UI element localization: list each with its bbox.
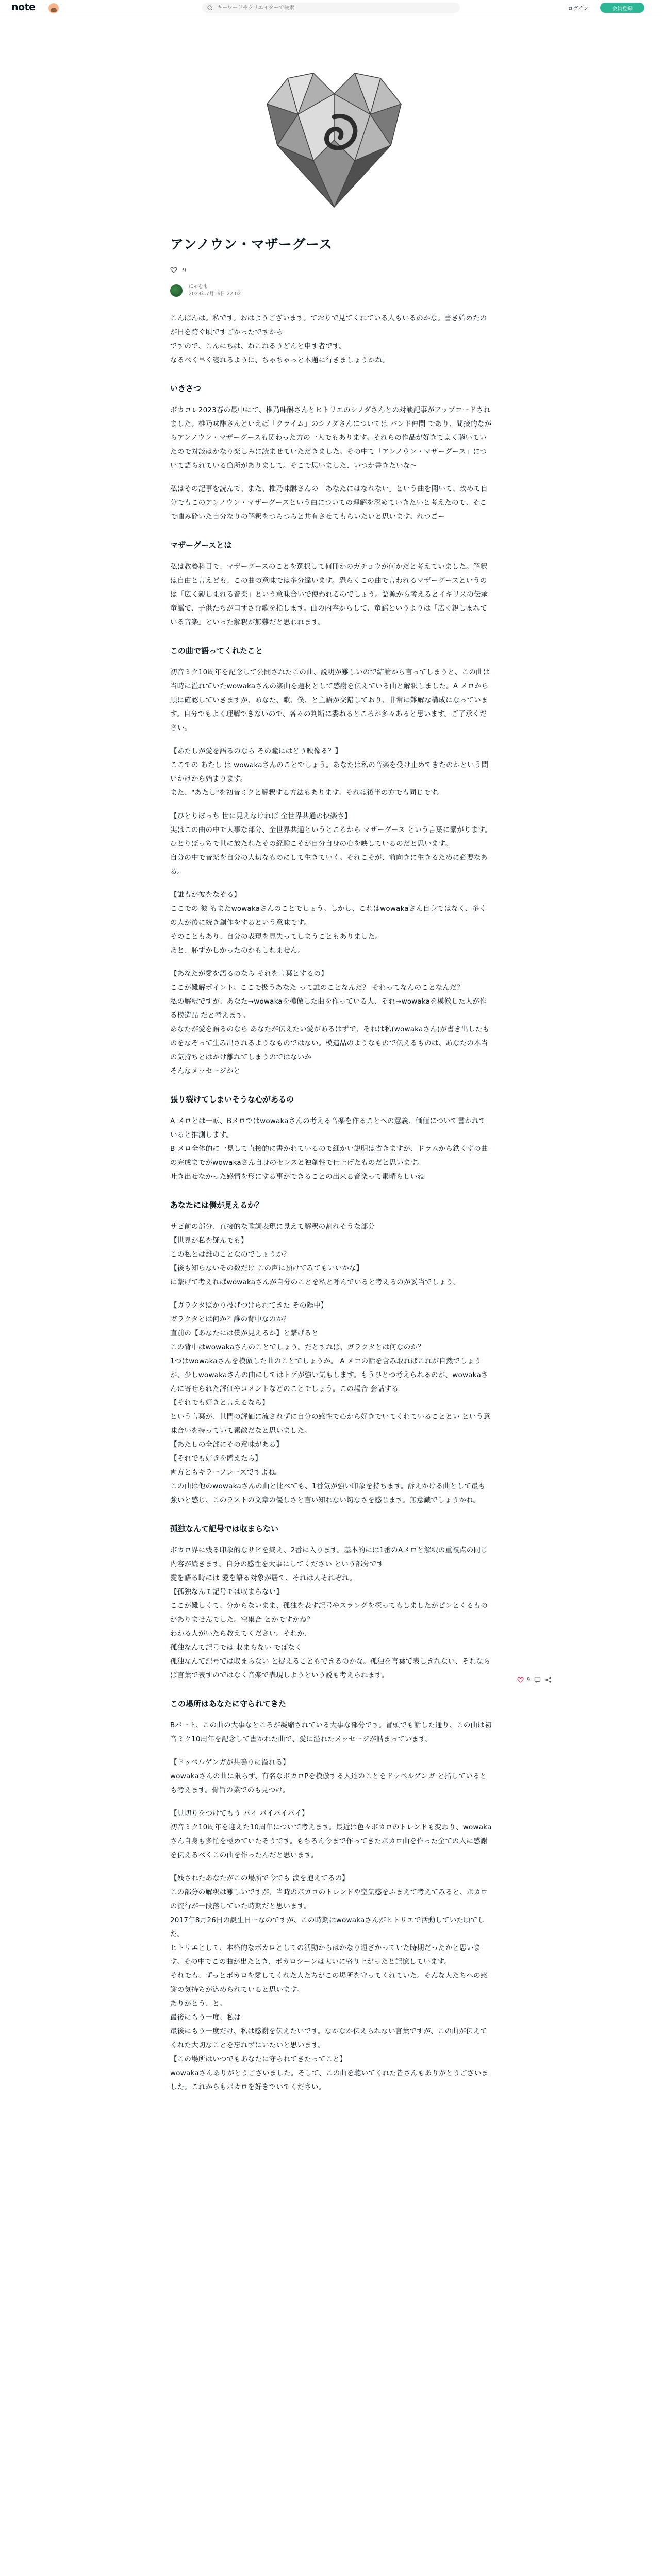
section-heading: あなたには僕が見えるか？ xyxy=(170,1200,263,1210)
section-paragraph: 私は教養科目で、マザーグースのことを選択して何冊かのガチョウが何かだと考えていました。解釈は自由と言えども、この曲の意味では多分違います。恐らくこの曲で言われるマザーグースというのは「広く親しまれる音楽」という意味合いで使われるのでしょう。語源から考えるとイギリスの伝承童謡で、子供たちが口ずさむ歌を指します。曲の内容からして、童謡というよりは「広く親しまれている音楽」といった解釈が無難だと思われます。 xyxy=(170,563,488,626)
signup-button[interactable]: 会員登録 xyxy=(600,3,644,13)
section-heading: この曲で語ってくれたこと xyxy=(170,646,263,655)
search-bar[interactable] xyxy=(202,3,460,13)
hero-heart-image xyxy=(257,58,411,212)
section-paragraph: サビ前の部分、直接的な歌詞表現に見えて解釈の割れそうな部分 【世界が私を疑んでも】 この私とは誰のことなのでしょうか？ 【後も知らないその数だけ この声に預けてみてもいいかな】 に繋げて考えればwowakaさんが自分のことを私と呼んでいると考えるのが妥当でしょう。 xyxy=(170,1223,460,1286)
section-paragraph: Bパート、この曲の大事なところが凝縮されている大事な部分です。冒頭でも話した通り、この曲は初音ミク10周年を記念して書かれた曲で、愛に溢れたメッセージが詰まっています。 xyxy=(170,1721,492,1743)
section-heading: この場所はあなたに守られてきた xyxy=(170,1699,287,1708)
section-paragraph: A メロとは一転、Bメロではwowakaさんの考える音楽を作ることへの意義、価値について書かれていると推測します。 B メロ全体的に一見して直接的に書かれているので細かい説明は省きますが、ドラムから鉄くずの曲の完成までがwowakaさん自身のセンスと独創性で仕上げたものだと思います。 吐き出せなかった感情を形にする事ができることの出来る音楽って素晴らしいね xyxy=(170,1117,488,1181)
section-heading: いきさつ xyxy=(170,384,202,393)
author-name[interactable]: にゃむも xyxy=(189,284,208,290)
section-paragraph: ボカコレ2023春の最中にて、椎乃味醂さんとヒトリエのシノダさんとの対談記事がアップロードされました。椎乃味醂さんといえば「クライム」のシノダさんについては バンド仲間 であり、間接的ながらアンノウン・マザーグースも関わった方の一人でもあります。それらの作品が好きでよく聴いていたので対談はかなり楽しみに読ませていただきました。その中で「アンノウン・マザーグース」について語られている箇所がありまして。そこで思いました、いつか書きたいな〜 xyxy=(170,406,492,470)
section-paragraph: 【残されたあなたがこの場所で今でも 涙を抱えてるの】 この部分の解釈は難しいですが、当時のボカロのトレンドや空気感をふまえて考えてみると、ボカロの流行が一段落していた時期だと思います。 2017年8月26日の誕生日ーなのですが、この時期はwowakaさんがヒトリエで活動していた頃でした。 ヒトリエとして、本格的なボカロとしての活動からはかなり遠ざかっていた時期だったかと思います。その中でこの曲が出たとき、ボカロシーンは大いに盛り上がったと記憶しています。 それでも、ずっとボカロを愛してくれた人たちがこの場所を守ってくれていた。そんな人たちへの感謝の気持ちが込められていると思います。 ありがとう、と。 最後にもう一度、私は 最後にもう一度だけ、私は感謝を伝えたいです。なかなか伝えられない言葉ですが、この曲が伝えてくれた大切なことを忘れずにいたいと思います。 【この場所はいつでもあなたに守られてきたってこと】 wowakaさんありがとうございました。そして、この曲を聴いてくれた皆さんもありがとうございました。これからもボカロを好きでいてください。 xyxy=(170,1874,489,2091)
section-paragraph: 【誰もが彼をなぞる】 ここでの 彼 もまたwowakaさんのことでしょう。しかし、これはwowakaさん自身ではなく、多くの人が後に続き創作をするという意味です。 そのこともあり、自分の表現を見失ってしまうこともありました。 あと、恥ずかしかったのかもしれません。 xyxy=(170,891,487,955)
section-paragraph: 初音ミク10周年を記念して公開されたこの曲、説明が難しいので結論から言ってしまうと、この曲は当時に溢れていたwowakaさんの楽曲を題材として感謝を伝えている曲と解釈しました。A メロから順に確認していきますが、あなた、歌、僕、と主語が交錯しており、非常に難解な構成になっています。自分でもよく理解できないので、各々の判断に委ねるところが多々あると思います。ご了承ください。 xyxy=(170,668,490,732)
section-paragraph: 【あなたが愛を語るのなら それを言葉とするの】 ここが難解ポイント。ここで扱うあなた って誰のことなんだ？ それってなんのことなんだ？ 私の解釈ですが、あなた→wowakaを模倣した曲を作っている人、それ→wowakaを模倣した人が作る模造品 だと考えます。 あなたが愛を語るのなら あなたが伝えたい愛があるはずで、それは私(wowakaさん)が書き出したものをなぞって生み出されるようなものではない。模造品のようなもので伝えるものは、あなたの本当の気持ちとはかけ離れてしまうのではないか そんなメッセージかと xyxy=(170,970,490,1075)
article-sections xyxy=(170,381,492,2094)
note-logo[interactable]: note xyxy=(11,2,36,13)
search-icon xyxy=(207,5,213,11)
section-paragraph: ボカロ界に残る印象的なサビを終え、2番に入ります。基本的には1番のAメロと解釈の重複点の同じ内容が続きます。自分の感性を大事にしてください という部分です 愛を語る時には 愛を語る対象が居て、それは人それぞれ。 【孤独なんて記号では収まらない】 ここが難しくて、分からないまま、孤独を表す記号やスラングを探ってもしましたがピンとくるものがありませんでした。空集合 とかですかね？ わかる人がいたら教えてください。それか、 孤独なんて記号では 収まらない でばなく 孤独なんて記号では収まらない と捉えることもできるのかな。孤独を言葉で表しきれない、それならば言葉で表すのではなく音楽で表現しようという説も考えられます。 xyxy=(170,1546,490,1680)
article xyxy=(170,234,492,2094)
comment-icon[interactable] xyxy=(534,1676,541,1683)
like-row xyxy=(170,266,492,274)
author-avatar[interactable] xyxy=(170,284,183,297)
section-paragraph: 【ガラクタばかり投げつけられてきた その陽中】 ガラクタとは何か？誰の背中なのか？ 直前の【あなたには僕が見えるか】と繋げると この背中はwowakaさんのことでしょう。だとすれば、ガラクタとは何なのか？ 1つはwowakaさんを模倣した曲のことでしょうか。 A メロの話を含み取ればこれが自然でしょうが、少しwowakaさんの曲にしてはトゲが強い気もします。もうひとつ考えられるのが、wowakaさんに寄せられた評価やコメントなどのことでしょう。この場合 会話する 【それでも好きと言えるなら】 という言葉が、世間の評価に流されずに自分の感性で心から好きでいてくれていることとい という意味合いを持っていて素敵だなと思いました。 【あたしの全部にその意味がある】 【それでも好きを贈えたら】 両方ともキラーフレーズですよね。 この曲は他のwowakaさんの曲と比べても、1番気が強い印象を持ちます。訴えかける曲として最も強いと感じ、このラストの文章の優しさと言い知れない切なさを感じます。無意識でしょうかね。 xyxy=(170,1301,490,1504)
heart-icon[interactable] xyxy=(170,266,177,274)
section-heading: 孤独なんて記号では収まらない xyxy=(170,1524,279,1533)
author-block[interactable] xyxy=(170,283,492,298)
floating-heart-icon[interactable] xyxy=(517,1676,524,1683)
article-title: アンノウン・マザーグース xyxy=(170,237,333,252)
section-heading: 張り裂けてしまいそうな心があるの xyxy=(170,1095,294,1104)
publish-date: 2023年7月16日 22:02 xyxy=(189,291,241,297)
share-icon[interactable] xyxy=(545,1676,552,1683)
intro-paragraph: こんばんは。私です。おはようございます。ておりで見てくれている人もいるのかな。書き始めたのが日を跨ぐ頃ですごかったですから ですので、こんにちは、ねこねるうどんと申す者です。 なるべく早く寝れるように、ちゃちゃっと本題に行きましょうかね。 xyxy=(170,314,487,364)
section-paragraph: 私はその記事を読んで、また、椎乃味醂さんの「あなたにはなれない」という曲を聞いて、改めて自分でもこのアンノウン・マザーグースという曲についての理解を深めていきたいと考えたので、そこで噛み砕いた自分なりの解釈をつらつらと共有させてもらいたいと思います。れつごー xyxy=(170,485,488,521)
floating-like-count: 9 xyxy=(527,1676,531,1683)
search-input[interactable] xyxy=(217,5,444,11)
like-count: 9 xyxy=(183,266,186,274)
floating-actions xyxy=(517,1673,553,1686)
section-paragraph: 【見切りをつけてもう バイ バイバイバイ】 初音ミク10周年を迎えた10周年について考えます。最近は色々ボカロのトレンドも変わり、wowakaさん自身も多忙を極めていたそうです。もちろん今まで作ってきたボカロ曲を作った全ての人に感謝を伝えるべくこの曲を作ったんだと思います。 xyxy=(170,1809,492,1859)
section-paragraph: 【ひとりぼっち 世に見えなければ 全世界共通の快楽さ】 実はこの曲の中で大事な部分、全世界共通というところから マザーグース という言葉に繋がります。ひとりぼっちで世に放たれたその経験こそが自分自身の心を映しているのだと思います。 自分の中で音楽を自分の大切なものにして生きていく。それこそが、前向きに生きるために必要なある。 xyxy=(170,812,492,876)
section-heading: マザーグースとは xyxy=(170,540,232,550)
site-header xyxy=(0,0,662,15)
section-paragraph: 【ドッペルゲンガが共鳴りに溢れる】 wowakaさんの曲に限らず、有名なボカロPを模倣する人達のことをドッペルゲンガ と指しているとも考えます。骨旨の業でのも見つけ。 xyxy=(170,1758,487,1794)
section-paragraph: 【あたしが愛を語るのなら その瞳にはどう映像る？】 ここでの あたし は wowakaさんのことでしょう。あなたは私の音楽を受け止めてきたのかという問いかけから始まります。 また、"あたし"を初音ミクと解釈する方法もあります。それは後半の方でも同じです。 xyxy=(170,747,489,797)
mascot-avatar-icon xyxy=(48,3,59,13)
login-button[interactable]: ログイン xyxy=(562,3,594,13)
